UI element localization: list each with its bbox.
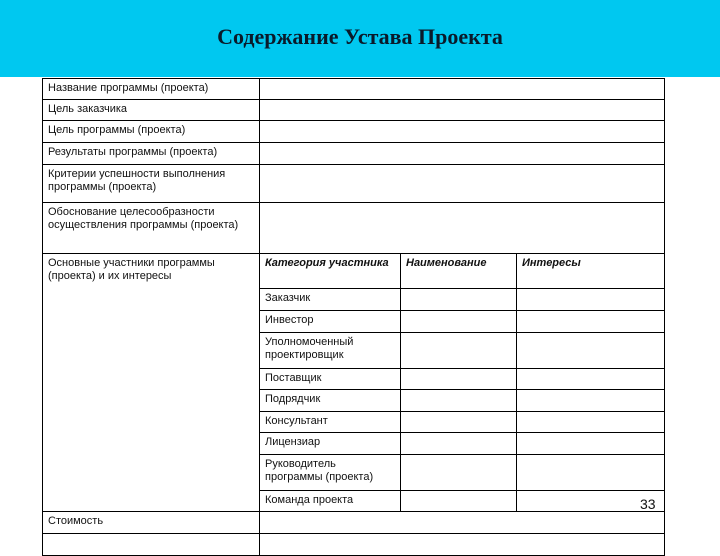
- row-label: [43, 534, 260, 556]
- charter-table: [42, 78, 665, 556]
- participant-interests[interactable]: [517, 455, 665, 491]
- participant-name[interactable]: [401, 333, 517, 369]
- participants-label: Основные участники программы (проекта) и их интересы: [43, 254, 260, 512]
- row-label: Обоснование целесообразности осуществления программы (проекта): [43, 203, 260, 254]
- participant-category: Заказчик: [260, 289, 401, 311]
- participant-name[interactable]: [401, 455, 517, 491]
- participant-name[interactable]: [401, 369, 517, 390]
- participant-category: Поставщик: [260, 369, 401, 390]
- participant-interests[interactable]: [517, 390, 665, 412]
- participant-interests[interactable]: [517, 433, 665, 455]
- participant-name[interactable]: [401, 289, 517, 311]
- table-row: [43, 512, 665, 534]
- participant-interests[interactable]: [517, 333, 665, 369]
- title-banner: [0, 0, 720, 77]
- row-label: Цель программы (проекта): [43, 121, 260, 143]
- participant-name[interactable]: [401, 433, 517, 455]
- column-header-interests: Интересы: [517, 254, 665, 289]
- participant-interests[interactable]: [517, 311, 665, 333]
- row-value[interactable]: [260, 79, 665, 100]
- row-label: Название программы (проекта): [43, 79, 260, 100]
- table-row: [43, 143, 665, 165]
- participant-interests[interactable]: [517, 412, 665, 433]
- table-row: [43, 203, 665, 254]
- page-title: Содержание Устава Проекта: [217, 24, 503, 49]
- column-header-name: Наименование: [401, 254, 517, 289]
- participant-name[interactable]: [401, 311, 517, 333]
- participants-header-row: [43, 254, 665, 289]
- page-number: 33: [640, 496, 656, 512]
- table-row: [43, 121, 665, 143]
- row-value[interactable]: [260, 203, 665, 254]
- participant-name[interactable]: [401, 390, 517, 412]
- column-header-category: Категория участника: [260, 254, 401, 289]
- participant-category: Подрядчик: [260, 390, 401, 412]
- row-label: Стоимость: [43, 512, 260, 534]
- table-row: [43, 100, 665, 121]
- participant-interests[interactable]: [517, 369, 665, 390]
- row-label: Критерии успешности выполнения программы (проекта): [43, 165, 260, 203]
- participant-category: Уполномоченный проектировщик: [260, 333, 401, 369]
- row-value[interactable]: [260, 165, 665, 203]
- participant-name[interactable]: [401, 412, 517, 433]
- participant-category: Команда проекта: [260, 491, 401, 512]
- table-row: [43, 79, 665, 100]
- row-value[interactable]: [260, 143, 665, 165]
- row-label: Цель заказчика: [43, 100, 260, 121]
- row-value[interactable]: [260, 100, 665, 121]
- row-label: Результаты программы (проекта): [43, 143, 260, 165]
- participant-name[interactable]: [401, 491, 517, 512]
- row-value[interactable]: [260, 512, 665, 534]
- participant-category: Руководитель программы (проекта): [260, 455, 401, 491]
- participant-category: Консультант: [260, 412, 401, 433]
- row-value[interactable]: [260, 534, 665, 556]
- row-value[interactable]: [260, 121, 665, 143]
- table-row: [43, 534, 665, 556]
- participant-category: Инвестор: [260, 311, 401, 333]
- table-row: [43, 165, 665, 203]
- participant-interests[interactable]: [517, 289, 665, 311]
- participant-category: Лицензиар: [260, 433, 401, 455]
